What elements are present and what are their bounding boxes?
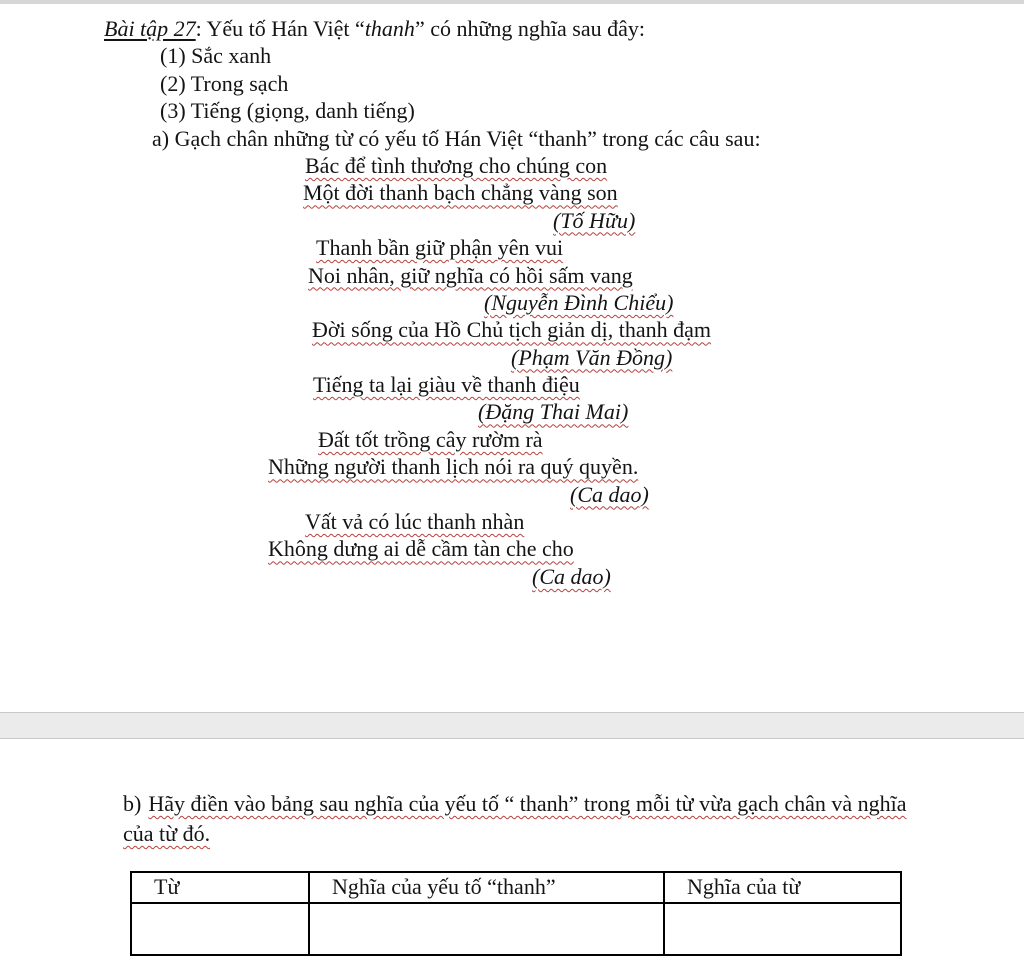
verse-line-3: Thanh bần giữ phận yên vui <box>316 235 564 261</box>
exercise-title <box>0 15 1024 42</box>
verse-line-5: Đời sống của Hồ Chủ tịch giản dị, thanh đạm <box>312 317 712 343</box>
verse-line-8: Những người thanh lịch nói ra quý quyền. <box>268 454 639 480</box>
attribution-1: (Tố Hữu) <box>553 207 636 233</box>
attribution-5: (Ca dao) <box>570 481 649 507</box>
task-b-text-1: Hãy điền vào bảng sau nghĩa của yếu tố “ thanh” trong mỗi từ vừa gạch chân và nghĩa <box>148 791 907 816</box>
meaning-item-2: (2) Trong sạch <box>160 70 289 96</box>
meaning-item-1: (1) Sắc xanh <box>160 43 272 69</box>
exercise-title-label: Bài tập 27 <box>104 16 196 41</box>
table-empty-row <box>131 903 901 955</box>
table-empty-cell-3 <box>664 903 901 955</box>
exercise-title-post: ” có những nghĩa sau đây: <box>414 16 645 41</box>
table-header-row <box>131 872 901 903</box>
verse-line-7: Đất tốt trồng cây rườm rà <box>318 426 543 452</box>
page-break-divider <box>0 712 1024 739</box>
table-header-word-meaning: Nghĩa của từ <box>664 872 901 903</box>
page-top-edge <box>0 0 1024 4</box>
verse-line-4: Noi nhân, giữ nghĩa có hồi sấm vang <box>308 262 633 288</box>
table-header-word: Từ <box>131 872 309 903</box>
table-empty-cell-2 <box>309 903 664 955</box>
task-b-instruction <box>123 789 1003 849</box>
attribution-3: (Phạm Văn Đồng) <box>511 344 673 370</box>
task-a-instruction: a) Gạch chân những từ có yếu tố Hán Việt “thanh” trong các câu sau: <box>152 125 761 151</box>
task-b-line-2 <box>123 819 1003 849</box>
verse-line-10: Không dưng ai dễ cầm tàn che cho <box>268 536 574 562</box>
exercise-title-keyword: thanh <box>364 16 415 41</box>
table-empty-cell-1 <box>131 903 309 955</box>
exercise-title-pre: : Yếu tố Hán Việt “ <box>195 16 365 41</box>
verse-line-2: Một đời thanh bạch chẳng vàng son <box>303 180 618 206</box>
fill-in-table <box>130 871 902 956</box>
verse-line-9: Vất vả có lúc thanh nhàn <box>305 509 525 535</box>
task-b-text-2: của từ đó. <box>123 821 211 846</box>
attribution-6: (Ca dao) <box>532 563 611 589</box>
task-b-line-1 <box>123 789 1003 819</box>
page-1-content <box>0 15 1024 590</box>
verse-line-6: Tiếng ta lại giàu về thanh điệu <box>313 372 580 398</box>
meaning-item-3: (3) Tiếng (giọng, danh tiếng) <box>160 98 415 124</box>
task-b-label: b) <box>123 791 142 816</box>
attribution-4: (Đặng Thai Mai) <box>478 399 629 425</box>
attribution-2: (Nguyễn Đình Chiểu) <box>484 289 674 315</box>
table-header-thanh-meaning: Nghĩa của yếu tố “thanh” <box>309 872 664 903</box>
verse-line-1: Bác để tình thương cho chúng con <box>305 152 608 178</box>
